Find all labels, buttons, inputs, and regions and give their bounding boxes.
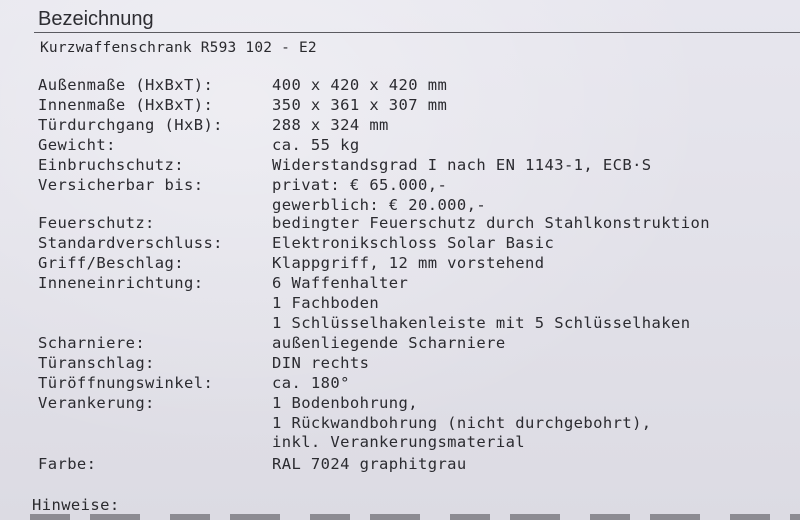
spec-label: Griff/Beschlag:	[38, 254, 184, 272]
spec-label: Versicherbar bis:	[38, 176, 204, 194]
spec-label: Innenmaße (HxBxT):	[38, 96, 214, 114]
spec-label: Türöffnungswinkel:	[38, 374, 214, 392]
spec-value: bedingter Feuerschutz durch Stahlkonstruktion	[272, 214, 710, 232]
spec-value: 1 Schlüsselhakenleiste mit 5 Schlüsselhaken	[272, 314, 691, 332]
spec-label: Einbruchschutz:	[38, 156, 184, 174]
spec-value: 400 x 420 x 420 mm	[272, 76, 448, 94]
spec-value: Widerstandsgrad I nach EN 1143-1, ECB·S	[272, 156, 652, 174]
spec-value: 1 Fachboden	[272, 294, 380, 312]
spec-value: 1 Rückwandbohrung (nicht durchgebohrt),	[272, 414, 652, 432]
spec-value: gewerblich: € 20.000,-	[272, 196, 487, 214]
notes-heading: Hinweise:	[32, 496, 120, 514]
spec-label: Türdurchgang (HxB):	[38, 116, 223, 134]
spec-value: Elektronikschloss Solar Basic	[272, 234, 555, 252]
spec-label: Inneneinrichtung:	[38, 274, 204, 292]
spec-label: Außenmaße (HxBxT):	[38, 76, 214, 94]
spec-value: 350 x 361 x 307 mm	[272, 96, 448, 114]
spec-value: RAL 7024 graphitgrau	[272, 455, 467, 473]
spec-label: Scharniere:	[38, 334, 146, 352]
spec-value: 1 Bodenbohrung,	[272, 394, 418, 412]
model-name: Kurzwaffenschrank R593 102 - E2	[40, 40, 317, 56]
spec-value: inkl. Verankerungsmaterial	[272, 433, 526, 451]
cropped-text-line	[30, 514, 800, 520]
spec-label: Feuerschutz:	[38, 214, 155, 232]
spec-value: DIN rechts	[272, 354, 370, 372]
section-heading: Bezeichnung	[38, 8, 154, 30]
spec-value: 288 x 324 mm	[272, 116, 389, 134]
spec-label: Farbe:	[38, 455, 97, 473]
spec-label: Verankerung:	[38, 394, 155, 412]
spec-value: ca. 180°	[272, 374, 350, 392]
spec-value: Klappgriff, 12 mm vorstehend	[272, 254, 545, 272]
spec-label: Gewicht:	[38, 136, 116, 154]
spec-label: Türanschlag:	[38, 354, 155, 372]
spec-value: privat: € 65.000,-	[272, 176, 448, 194]
spec-label: Standardverschluss:	[38, 234, 223, 252]
spec-value: ca. 55 kg	[272, 136, 360, 154]
spec-value: 6 Waffenhalter	[272, 274, 409, 292]
spec-value: außenliegende Scharniere	[272, 334, 506, 352]
